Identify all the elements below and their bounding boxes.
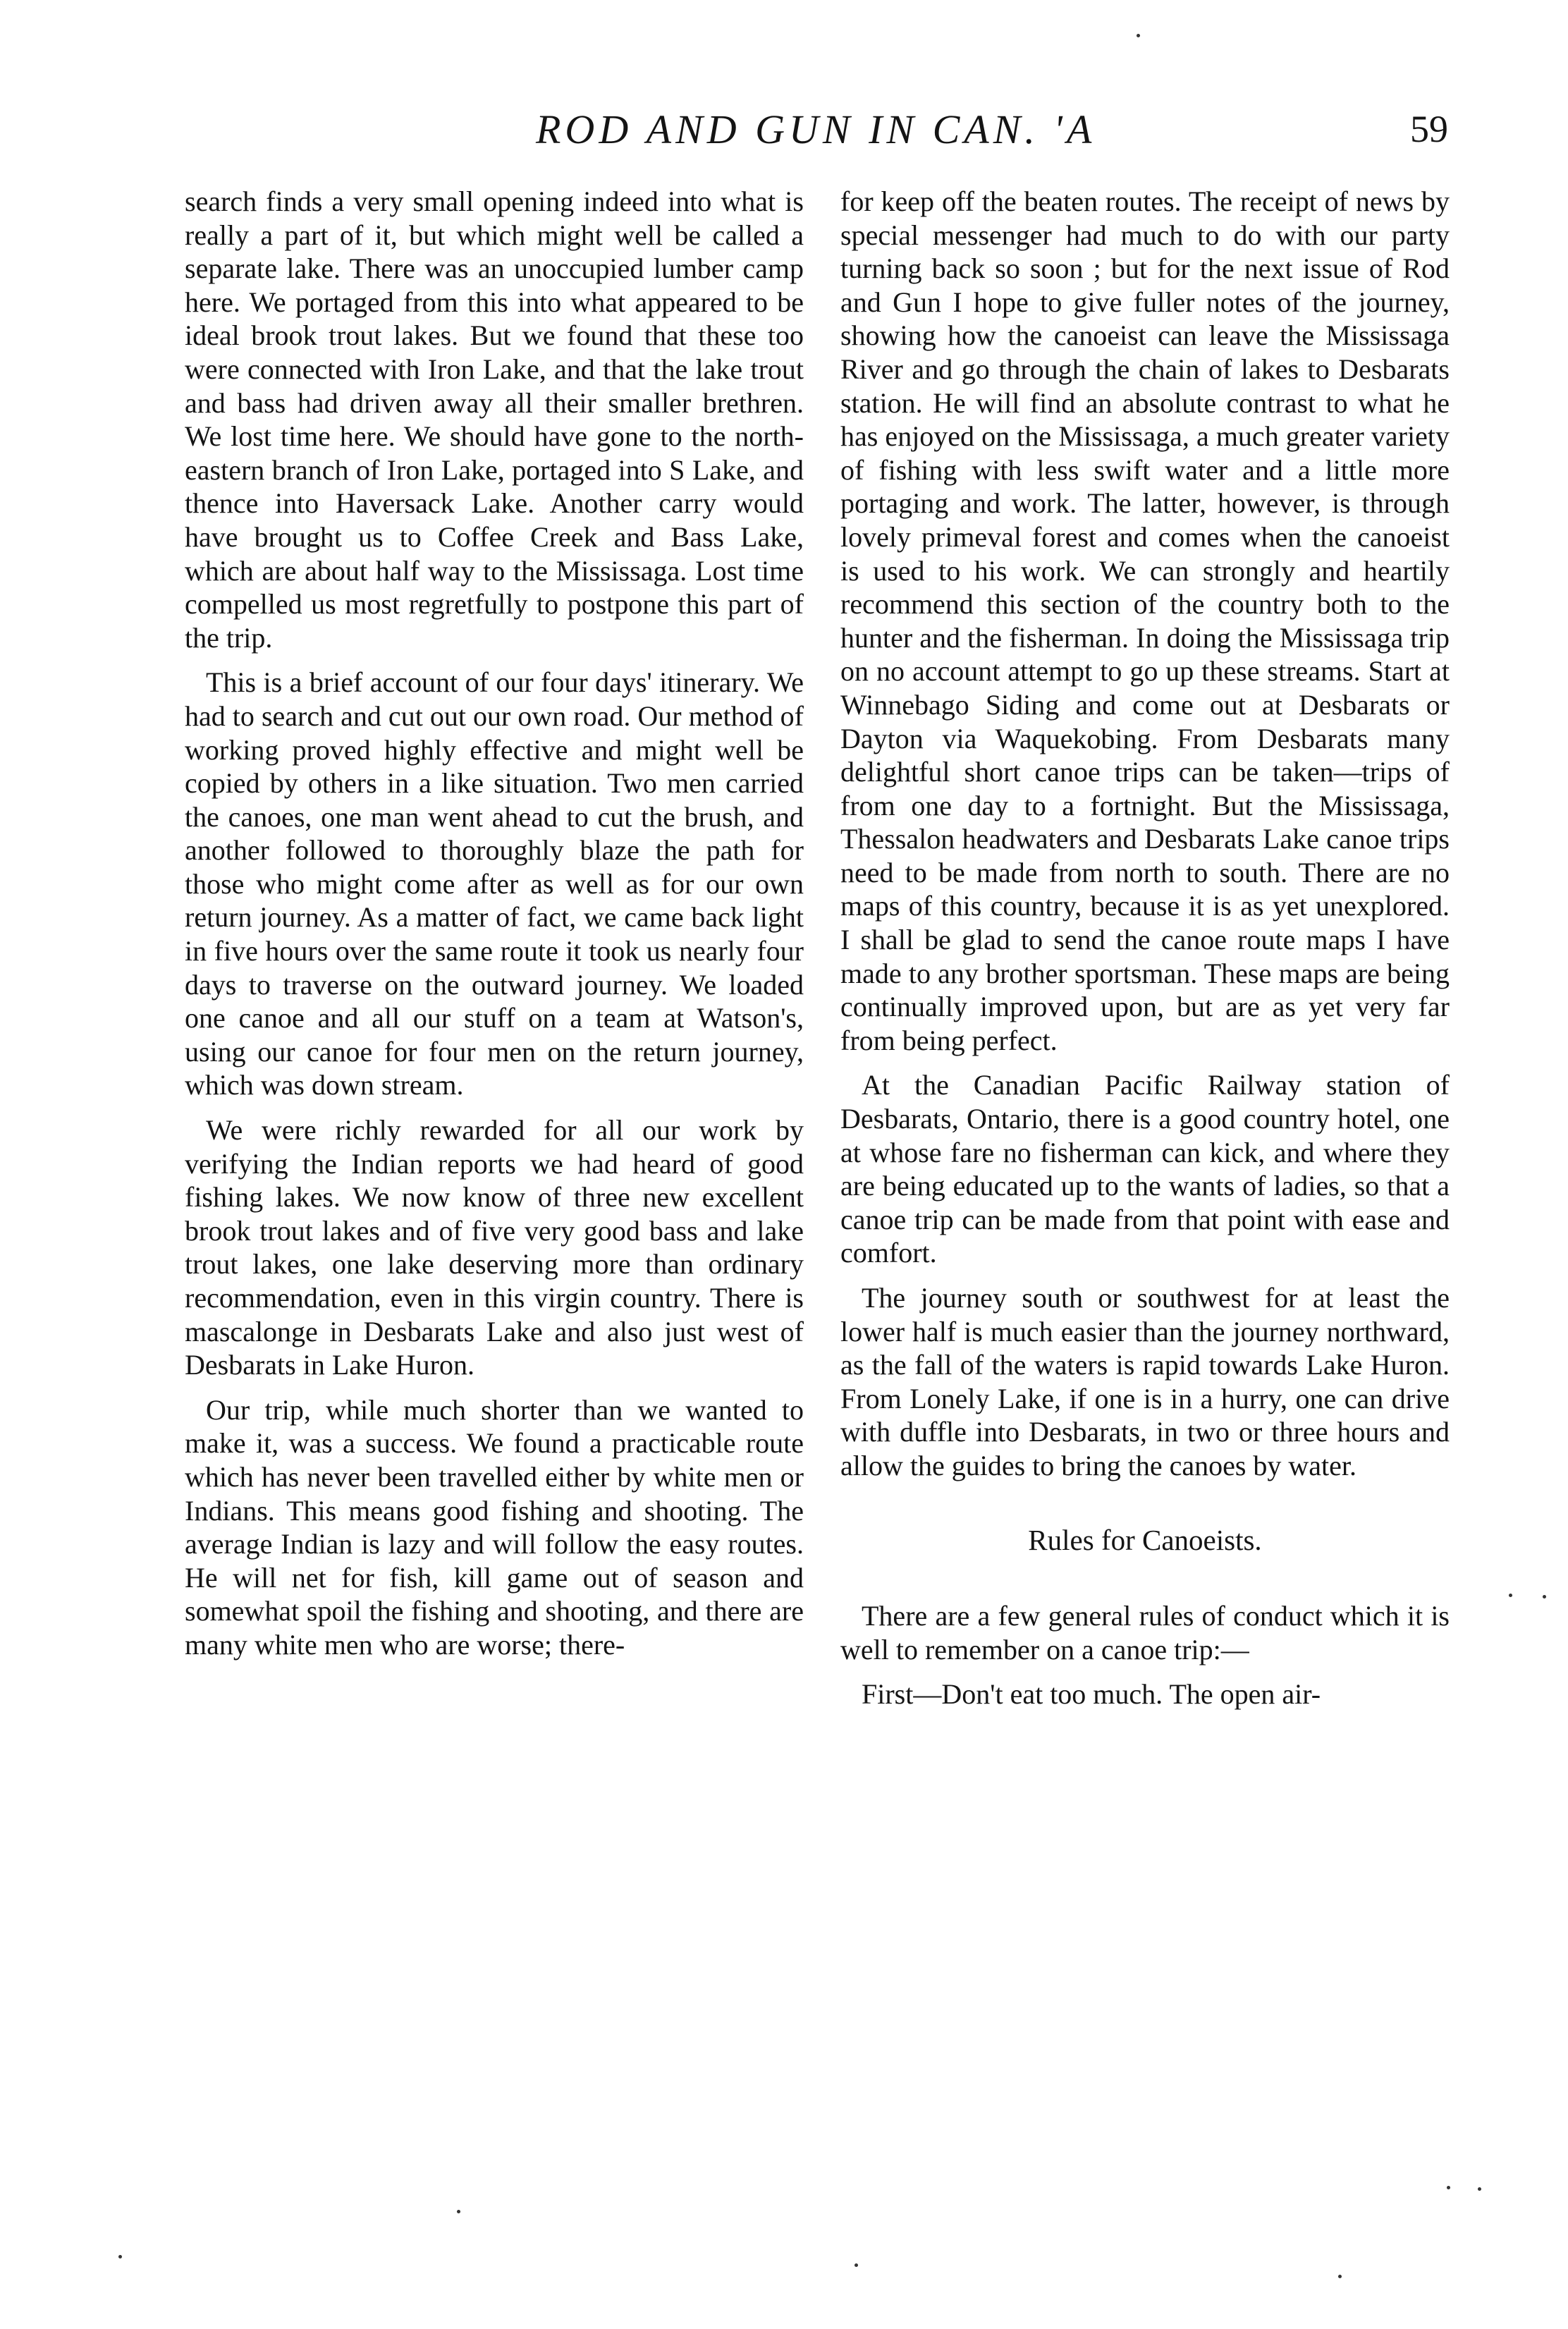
- running-header: ROD AND GUN IN CAN. 'A: [536, 106, 1096, 152]
- scan-speck: [1338, 2275, 1342, 2278]
- scan-speck: [1478, 2187, 1481, 2191]
- paragraph: This is a brief account of our four days' itinerary. We had to search and cut out our own road. Our method of working proved highly effective and might well be copied by others in a like situation. Two men carried the canoes, one man went ahead to cut the brush, and another followed to thoroughly blaze the path for those who might come after as well as for our own return journey. As a matter of fact, we came back light in five hours over the same route it took us nearly four days to traverse on the outward journey. We loaded one canoe and all our stuff on a team at Watson's, using our canoe for four men on the return journey, which was down stream.: [185, 666, 804, 1101]
- paragraph: We were richly rewarded for all our work by verifying the Indian reports we had heard of good fishing lakes. We now know of three new excellent brook trout lakes and of five very good bass and lake trout lakes, one lake deserving more than ordinary recommendation, even in this virgin country. There is mascalonge in Desbarats Lake and also just west of Desbarats in Lake Huron.: [185, 1114, 804, 1381]
- scan-speck: [1447, 2186, 1450, 2189]
- paragraph: The journey south or southwest for at least the lower half is much easier than the journey northward, as the fall of the waters is rapid towards Lake Huron. From Lonely Lake, if one is in a hurry, one can drive with duffle into Desbarats, in two or three hours and allow the guides to bring the canoes by water.: [840, 1282, 1450, 1481]
- paragraph: search finds a very small opening indeed into what is really a part of it, but which might well be called a separate lake. There was an unoccupied lumber camp here. We portaged from this into what appeared to be ideal brook trout lakes. But we found that these too were connected with Iron Lake, and that the lake trout and bass had driven away all their smaller brethren. We lost time here. We should have gone to the north-eastern branch of Iron Lake, portaged into S Lake, and thence into Haversack Lake. Another carry would have brought us to Coffee Creek and Bass Lake, which are about half way to the Mississaga. Lost time compelled us most regretfully to postpone this part of the trip.: [185, 185, 804, 654]
- paragraph: First—Don't eat too much. The open air-: [862, 1678, 1321, 1711]
- page-number: 59: [1410, 108, 1448, 150]
- scan-speck: [1543, 1595, 1546, 1598]
- paragraph: Our trip, while much shorter than we wanted to make it, was a success. We found a practicable route which has never been travelled either by white men or Indians. This means good fishing and shooting. The average Indian is lazy and will follow the easy routes. He will net for fish, kill game out of season and somewhat spoil the fishing and shooting, and there are many white men who are worse; there-: [185, 1393, 804, 1661]
- scan-speck: [457, 2210, 460, 2213]
- scan-speck: [855, 2263, 858, 2267]
- scan-speck: [1137, 34, 1140, 37]
- paragraph: At the Canadian Pacific Railway station of Desbarats, Ontario, there is a good country hotel, one at whose fare no fisherman can kick, and where they are being educated up to the wants of ladies, so that a canoe trip can be made from that point with ease and comfort.: [840, 1069, 1450, 1269]
- scan-speck: [118, 2255, 122, 2258]
- left-column: [185, 185, 804, 1673]
- section-heading: Rules for Canoeists.: [1028, 1523, 1262, 1556]
- right-column: [840, 185, 1450, 1723]
- scan-speck: [1509, 1594, 1512, 1597]
- paragraph: for keep off the beaten routes. The receipt of news by special messenger had much to do with our party turning back so soon ; but for the next issue of Rod and Gun I hope to give fuller notes of the journey, showing how the canoeist can leave the Mississaga River and go through the chain of lakes to Desbarats station. He will find an absolute contrast to what he has enjoyed on the Mississaga, a much greater variety of fishing with less swift water and a little more portaging and work. The latter, however, is through lovely primeval forest and comes when the canoeist is used to his work. We can strongly and heartily recommend this section of the country both to the hunter and the fisherman. In doing the Mississaga trip on no account attempt to go up these streams. Start at Winnebago Siding and come out at Desbarats or Dayton via Waquekobing. From Desbarats many delightful short canoe trips can be taken—trips of from one day to a fortnight. But the Mississaga, Thessalon headwaters and Desbarats Lake canoe trips need to be made from north to south. There are no maps of this country, because it is as yet unexplored. I shall be glad to send the canoe route maps I have made to any brother sportsman. These maps are being continually improved upon, but are as yet very far from being perfect.: [840, 185, 1450, 1056]
- paragraph: There are a few general rules of conduct which it is well to remember on a canoe trip:—: [840, 1600, 1450, 1665]
